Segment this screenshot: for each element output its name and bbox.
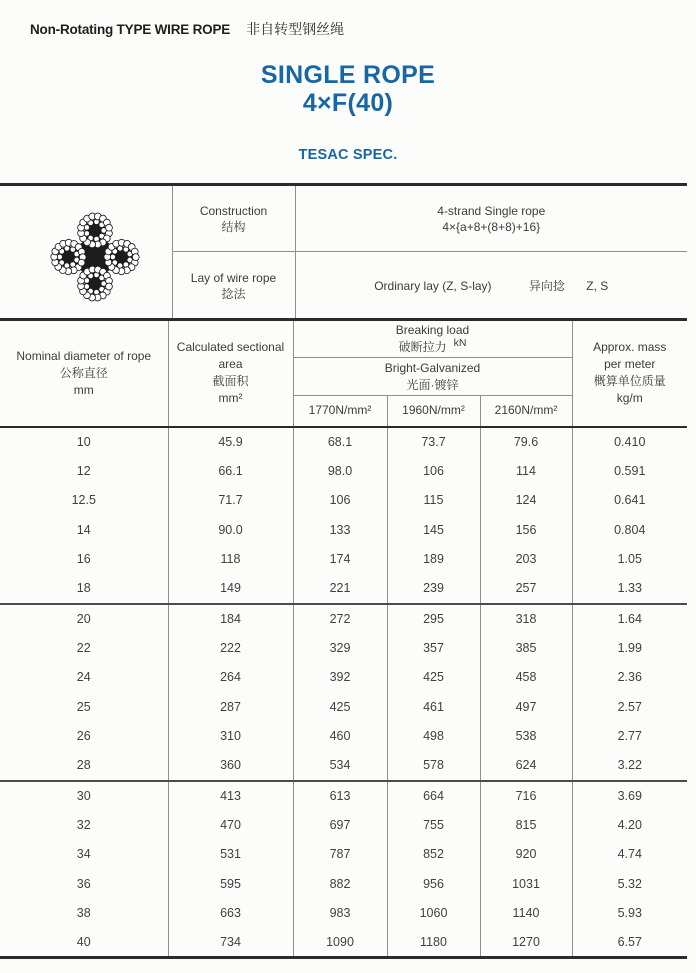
- table-cell: 956: [387, 869, 480, 899]
- table-cell: 578: [387, 751, 480, 781]
- product-title: [0, 61, 696, 117]
- table-cell: 663: [168, 899, 293, 929]
- table-cell: 30: [0, 781, 168, 811]
- table-row: [0, 810, 687, 840]
- col-header-area: Calculated sectional area 截面积 mm²: [168, 320, 293, 427]
- table-cell: 1140: [480, 899, 572, 929]
- table-cell: 28: [0, 751, 168, 781]
- table-cell: 360: [168, 751, 293, 781]
- table-cell: 2.36: [617, 670, 642, 685]
- table-cell: 26: [0, 722, 168, 752]
- table-cell: 531: [168, 840, 293, 870]
- table-cell: 24: [0, 663, 168, 693]
- table-cell: 852: [387, 840, 480, 870]
- table-cell: 2.57: [617, 699, 642, 714]
- table-cell: 1.99: [617, 640, 642, 655]
- table-cell: 3.69: [572, 781, 687, 811]
- table-cell: 25: [0, 692, 168, 722]
- col-header-mass: Approx. mass per meter 概算单位质量 kg/m: [593, 340, 667, 406]
- table-cell: 1031: [480, 869, 572, 899]
- table-row: [0, 427, 687, 457]
- table-cell: 4.20: [617, 817, 642, 832]
- table-cell: 22: [0, 633, 168, 663]
- table-cell: 0.410: [614, 434, 646, 449]
- table-cell: 983: [293, 899, 387, 929]
- table-row: [0, 545, 687, 575]
- lay-label: Lay of wire rope 捻法: [172, 252, 295, 320]
- lay-value: Ordinary lay (Z, S-lay) 异向捻 Z, S: [374, 278, 609, 293]
- construction-label: Construction 结构: [172, 185, 295, 252]
- table-cell: 133: [293, 515, 387, 545]
- table-row: [0, 574, 687, 604]
- table-cell: 106: [293, 486, 387, 516]
- doc-title-zh: 非自转型钢丝绳: [246, 21, 345, 37]
- table-cell: 184: [168, 604, 293, 634]
- table-cell: 14: [0, 515, 168, 545]
- table-cell: 5.93: [617, 906, 642, 921]
- table-cell: 1270: [480, 928, 572, 958]
- table-cell: 145: [387, 515, 480, 545]
- table-cell: 882: [293, 869, 387, 899]
- table-cell: 12: [0, 456, 168, 486]
- table-cell: 239: [387, 574, 480, 604]
- table-cell: 203: [480, 545, 572, 575]
- doc-header: [30, 19, 344, 39]
- table-cell: 149: [168, 574, 293, 604]
- table-cell: 40: [0, 928, 168, 958]
- table-cell: 45.9: [168, 427, 293, 457]
- table-cell: 0.591: [614, 463, 646, 478]
- table-cell: 413: [168, 781, 293, 811]
- table-cell: 3.22: [617, 758, 642, 773]
- table-cell: 257: [480, 574, 572, 604]
- table-cell: 12.5: [0, 486, 168, 516]
- table-cell: 174: [293, 545, 387, 575]
- table-cell: 222: [168, 633, 293, 663]
- table-row: [0, 486, 687, 516]
- col-header-finish: Bright-Galvanized 光面·镀锌: [293, 358, 572, 396]
- col-header-diameter: Nominal diameter of rope 公称直径 mm: [0, 320, 168, 427]
- table-row: [0, 781, 687, 811]
- table-cell: 815: [480, 810, 572, 840]
- table-row: [0, 604, 687, 634]
- table-cell: 106: [387, 456, 480, 486]
- table-row: [0, 515, 687, 545]
- table-cell: 118: [168, 545, 293, 575]
- table-row: [0, 899, 687, 929]
- table-cell: 787: [293, 840, 387, 870]
- table-cell: 71.7: [168, 486, 293, 516]
- table-cell: 156: [480, 515, 572, 545]
- table-cell: 318: [480, 604, 572, 634]
- col-header-grade-1770: 1770N/mm²: [293, 396, 387, 427]
- table-cell: 295: [387, 604, 480, 634]
- table-cell: 458: [480, 663, 572, 693]
- doc-title-en: Non-Rotating TYPE WIRE ROPE: [30, 22, 231, 37]
- table-cell: 189: [387, 545, 480, 575]
- table-cell: 1.33: [617, 581, 642, 596]
- table-cell: 664: [387, 781, 480, 811]
- rope-cross-section-icon: [36, 198, 154, 316]
- table-cell: 221: [293, 574, 387, 604]
- table-cell: 36: [0, 869, 168, 899]
- table-cell: 460: [293, 722, 387, 752]
- table-cell: 0.641: [614, 493, 646, 508]
- table-row: [0, 663, 687, 693]
- table-cell: 1180: [387, 928, 480, 958]
- table-row: [0, 692, 687, 722]
- table-cell: 534: [293, 751, 387, 781]
- table-cell: 5.32: [617, 876, 642, 891]
- table-cell: 538: [480, 722, 572, 752]
- table-cell: 329: [293, 633, 387, 663]
- table-cell: 1.64: [572, 604, 687, 634]
- construction-value: 4-strand Single rope 4×{a+8+(8+8)+16}: [295, 185, 687, 252]
- table-cell: 385: [480, 633, 572, 663]
- table-cell: 498: [387, 722, 480, 752]
- table-cell: 624: [480, 751, 572, 781]
- table-cell: 697: [293, 810, 387, 840]
- spec-label: TESAC SPEC.: [298, 147, 398, 163]
- table-cell: 18: [0, 574, 168, 604]
- table-row: [0, 751, 687, 781]
- table-cell: 34: [0, 840, 168, 870]
- table-cell: 272: [293, 604, 387, 634]
- table-cell: 6.57: [617, 935, 642, 949]
- table-cell: 32: [0, 810, 168, 840]
- spec-table-body: [0, 427, 687, 958]
- table-cell: 264: [168, 663, 293, 693]
- table-cell: 310: [168, 722, 293, 752]
- table-cell: 10: [0, 427, 168, 457]
- table-row: [0, 722, 687, 752]
- table-cell: 16: [0, 545, 168, 575]
- table-cell: 73.7: [387, 427, 480, 457]
- table-cell: 0.804: [614, 522, 646, 537]
- spec-data-table: [0, 318, 687, 959]
- product-title-line2: 4×F(40): [302, 89, 394, 117]
- breaking-load-unit: kN: [453, 336, 467, 349]
- col-header-grade-1960: 1960N/mm²: [387, 396, 480, 427]
- table-cell: 461: [387, 692, 480, 722]
- table-cell: 79.6: [480, 427, 572, 457]
- table-cell: 595: [168, 869, 293, 899]
- rope-cross-section: [0, 185, 172, 320]
- table-cell: 1.05: [617, 552, 642, 567]
- table-cell: 613: [293, 781, 387, 811]
- table-cell: 357: [387, 633, 480, 663]
- table-row: [0, 840, 687, 870]
- table-cell: 425: [387, 663, 480, 693]
- table-row: [0, 456, 687, 486]
- table-cell: 1060: [387, 899, 480, 929]
- table-cell: 2.77: [617, 729, 642, 744]
- table-cell: 920: [480, 840, 572, 870]
- table-cell: 755: [387, 810, 480, 840]
- table-cell: 716: [480, 781, 572, 811]
- table-row: [0, 633, 687, 663]
- table-row: [0, 928, 687, 958]
- table-cell: 38: [0, 899, 168, 929]
- table-cell: 497: [480, 692, 572, 722]
- table-cell: 734: [168, 928, 293, 958]
- product-title-line1: SINGLE ROPE: [260, 61, 436, 89]
- table-cell: 115: [387, 486, 480, 516]
- table-cell: 425: [293, 692, 387, 722]
- table-cell: 20: [0, 604, 168, 634]
- table-cell: 470: [168, 810, 293, 840]
- table-cell: 124: [480, 486, 572, 516]
- table-cell: 392: [293, 663, 387, 693]
- construction-table: [0, 183, 687, 320]
- table-cell: 68.1: [293, 427, 387, 457]
- table-row: [0, 869, 687, 899]
- table-cell: 98.0: [293, 456, 387, 486]
- table-cell: 90.0: [168, 515, 293, 545]
- col-header-breaking-load: Breaking load 破断拉力 kN: [293, 320, 572, 358]
- table-cell: 1090: [293, 928, 387, 958]
- table-cell: 66.1: [168, 456, 293, 486]
- col-header-grade-2160: 2160N/mm²: [480, 396, 572, 427]
- table-cell: 287: [168, 692, 293, 722]
- table-cell: 4.74: [617, 847, 642, 862]
- table-cell: 114: [480, 456, 572, 486]
